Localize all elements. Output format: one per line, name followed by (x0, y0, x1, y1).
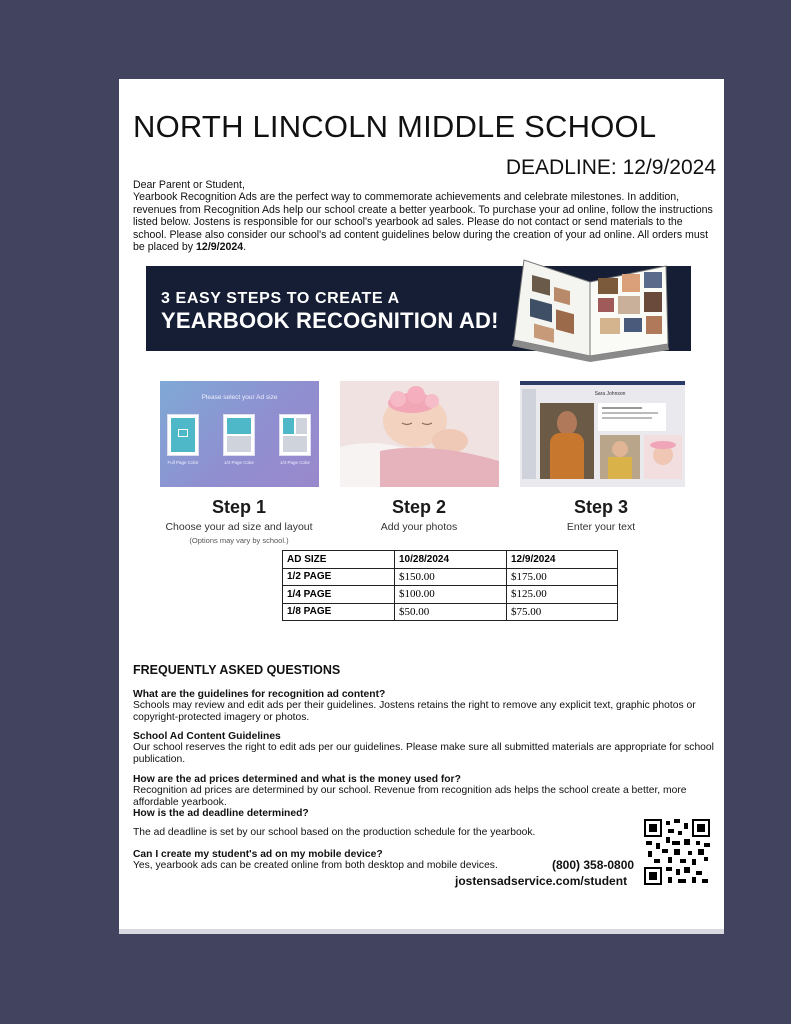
step-2-baby-photo (340, 381, 499, 487)
header-final-date: 12/9/2024 (507, 551, 618, 569)
steps-banner (146, 266, 691, 351)
step-1-subtitle: Choose your ad size and layout (165, 521, 313, 533)
intro-deadline-date: 12/9/2024 (196, 241, 244, 254)
faq-title: FREQUENTLY ASKED QUESTIONS (133, 663, 341, 677)
faq-item-2 (133, 731, 715, 765)
table-row (283, 568, 618, 586)
step-1-note: (Options may vary by school.) (189, 536, 289, 545)
ad-size-cell: 1/8 PAGE (283, 603, 395, 621)
step-1-title: Step 1 (211, 497, 267, 517)
price-cell: $50.00 (395, 603, 507, 621)
header-ad-size: AD SIZE (283, 551, 395, 569)
intro-body: Yearbook Recognition Ads are the perfect way to commemorate achievements and celebrate milestones. In addition, revenues from Recognition Ads help our school create a better yearbook. To purchase your ad online, follow the instructions listed below. Jostens is responsible for our school's yearbook ad sales. Please do not contact or send materials to the school. Please also consider our school's ad content guidelines below during the creation of your ad online. All orders must be placed by (133, 191, 713, 254)
contact-url[interactable]: jostensadservice.com/student (455, 874, 628, 888)
step-1-image (160, 381, 319, 487)
option-label-2: 1/4 Page Color (223, 460, 255, 465)
price-cell: $175.00 (507, 568, 618, 586)
greeting: Dear Parent or Student, (133, 179, 245, 191)
banner-line-2: YEARBOOK RECOGNITION AD! (161, 308, 499, 333)
faq-item-4 (133, 808, 715, 839)
price-cell: $125.00 (507, 586, 618, 604)
qr-code-icon[interactable] (644, 819, 710, 885)
step-2-subtitle: Add your photos (380, 521, 458, 533)
faq-answer: Recognition ad prices are determined by our school. Revenue from recognition ads helps the school create a better, more affordable yearbook. (133, 785, 687, 808)
faq-answer: Yes, yearbook ads can be created online from both desktop and mobile devices. (133, 860, 498, 872)
faq-answer: The ad deadline is set by our school based on the production schedule for the yearbook. (133, 827, 536, 839)
full-page-option-icon (167, 414, 199, 456)
ad-size-cell: 1/4 PAGE (283, 586, 395, 604)
price-cell: $100.00 (395, 586, 507, 604)
header-early-date: 10/28/2024 (395, 551, 507, 569)
yearbook-image (506, 252, 676, 362)
price-cell: $150.00 (395, 568, 507, 586)
quarter-page-option-icon-2 (279, 414, 311, 456)
step-2-title: Step 2 (391, 497, 447, 517)
ad-preview-name: Sara Johnson (594, 391, 626, 397)
banner-line-1: 3 EASY STEPS TO CREATE A (161, 290, 400, 307)
flyer-page (119, 79, 724, 934)
faq-question: What are the guidelines for recognition ad content? (133, 689, 386, 700)
deadline-text: DEADLINE: 12/9/2024 (505, 156, 716, 179)
ad-size-cell: 1/2 PAGE (283, 568, 395, 586)
faq-question: School Ad Content Guidelines (133, 731, 281, 742)
intro-end: . (243, 241, 247, 254)
baby-photo (644, 435, 682, 479)
faq-item-1 (133, 689, 715, 723)
step-3-ad-preview (520, 381, 685, 487)
intro-paragraph (133, 179, 715, 253)
faq-answer: Our school reserves the right to edit ads per our guidelines. Please make sure all submitted materials are appropriate for school publication. (133, 742, 714, 765)
quarter-page-option-icon (223, 414, 255, 456)
page-title: NORTH LINCOLN MIDDLE SCHOOL (133, 109, 657, 144)
faq-question: Can I create my student's ad on my mobile device? (133, 849, 383, 860)
step-3-subtitle: Enter your text (566, 521, 636, 533)
price-table-header (283, 551, 618, 569)
baby-photo-illustration (340, 381, 499, 487)
ad-size-prompt: Please select your Ad size (201, 394, 278, 401)
option-label-3: 1/4 Page Color (279, 460, 311, 465)
faq-item-3 (133, 774, 715, 808)
faq-item-5 (133, 849, 533, 872)
child-photo (600, 435, 640, 479)
contact-phone: (800) 358-0800 (552, 858, 635, 872)
table-row (283, 586, 618, 604)
table-row (283, 603, 618, 621)
price-cell: $75.00 (507, 603, 618, 621)
faq-question: How is the ad deadline determined? (133, 808, 309, 819)
option-label-1: Full Page Color (167, 460, 199, 465)
step-3-title: Step 3 (573, 497, 629, 517)
faq-question: How are the ad prices determined and what is the money used for? (133, 774, 461, 785)
faq-answer: Schools may review and edit ads per their guidelines. Jostens retains the right to remove any explicit text, graphic photos or copyright-protected imagery or photos. (133, 700, 696, 723)
portrait-photo (540, 403, 594, 479)
price-table (282, 550, 618, 621)
